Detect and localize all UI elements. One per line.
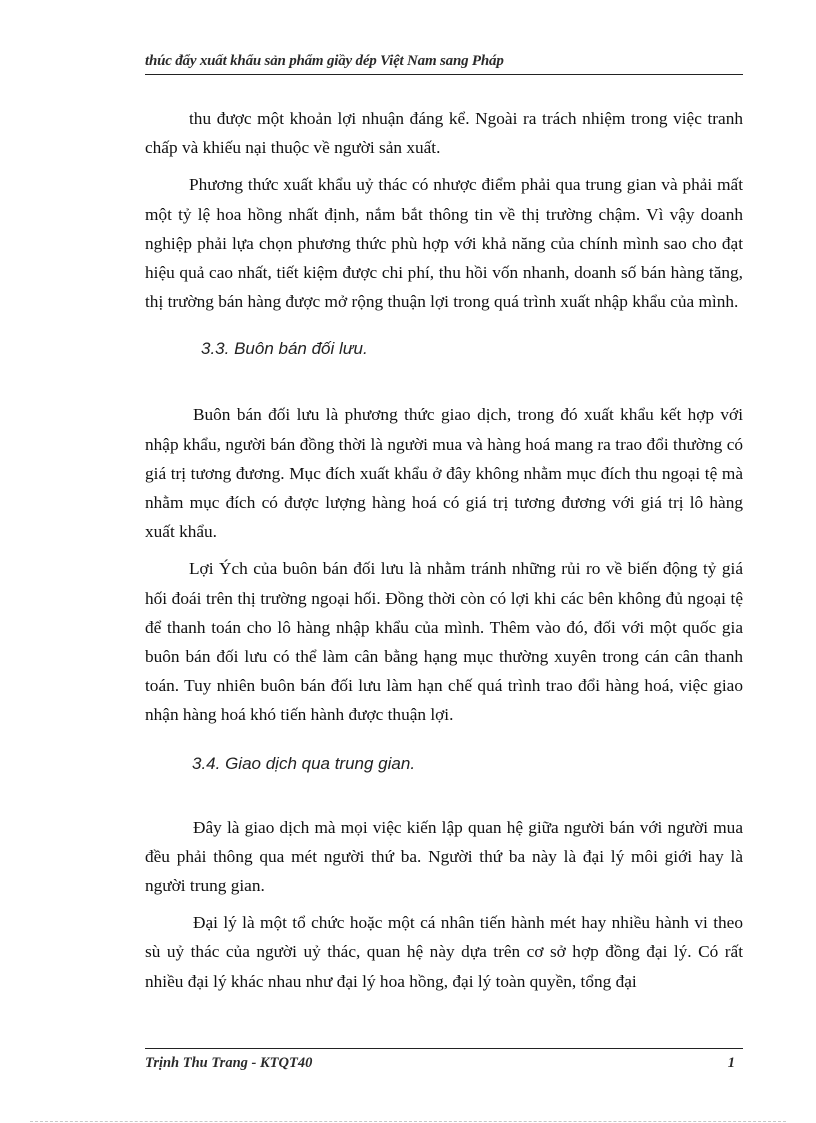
paragraph-5: Đây là giao dịch mà mọi việc kiến lập quan hệ giữa người bán với người mua đều phải thông qua mét người thứ ba. Người thứ ba này là đại lý môi giới hay là người trung gian. [145,817,743,896]
header-title: thúc đẩy xuất khẩu sản phẩm giầy dép Việt Nam sang Pháp [145,53,504,69]
page-content [145,104,743,996]
paragraph-1: thu được một khoản lợi nhuận đáng kể. Ngoài ra trách nhiệm trong việc tranh chấp và khiếu nại thuộc về người sản xuất. [145,109,743,158]
paragraph-6: Đại lý là một tổ chức hoặc một cá nhân tiến hành mét hay nhiều hành vi theo sù uỷ thác của người uỷ thác, quan hệ này dựa trên cơ sở hợp đồng đại lý. Có rất nhiều đại lý khác nhau như đại lý hoa hồng, đại lý toàn quyền, tổng đại [145,913,743,991]
page-bottom-divider [30,1121,786,1122]
paragraph-4: Lợi Ých của buôn bán đối lưu là nhằm tránh những rủi ro về biến động tỷ giá hối đoái trên thị trường ngoại hối. Đồng thời còn có lợi khi các bên không đủ ngoại tệ để thanh toán cho lô hàng nhập khẩu của mình. Thêm vào đó, đối với một quốc gia buôn bán đối lưu có thể làm cân bằng hạng mục thường xuyên trong cán cân thanh toán. Tuy nhiên buôn bán đối lưu làm hạn chế quá trình trao đổi hàng hoá, việc giao nhận hàng hoá khó tiến hành được thuận lợi. [145,559,743,725]
section-heading-3-3: 3.3. Buôn bán đối lưu. [201,339,368,359]
section-heading-3-4: 3.4. Giao dịch qua trung gian. [192,753,416,773]
paragraph-2: Phương thức xuất khẩu uỷ thác có nhược điểm phải qua trung gian và phải mất một tỷ lệ hoa hồng nhất định, nắm bắt thông tin về thị trường chậm. Vì vậy doanh nghiệp phải lựa chọn phương thức phù hợp với khả năng của chính mình sao cho đạt hiệu quả cao nhất, tiết kiệm được chi phí, thu hồi vốn nhanh, doanh số bán hàng tăng, thị trường bán hàng được mở rộng thuận lợi trong quá trình xuất nhập khẩu của mình. [145,175,743,312]
page-header [145,48,743,75]
page-number: 1 [727,1055,735,1071]
footer-author: Trịnh Thu Trang - KTQT40 [145,1055,313,1071]
paragraph-3: Buôn bán đối lưu là phương thức giao dịch, trong đó xuất khẩu kết hợp với nhập khẩu, người bán đồng thời là người mua và hàng hoá mang ra trao đổi thường có giá trị tương đương. Mục đích xuất khẩu ở đây không nhằm mục đích thu ngoại tệ mà nhằm mục đích có được lượng hàng hoá có giá trị tương đương với giá trị lô hàng xuất khẩu. [145,405,743,542]
page-footer [145,1048,743,1077]
